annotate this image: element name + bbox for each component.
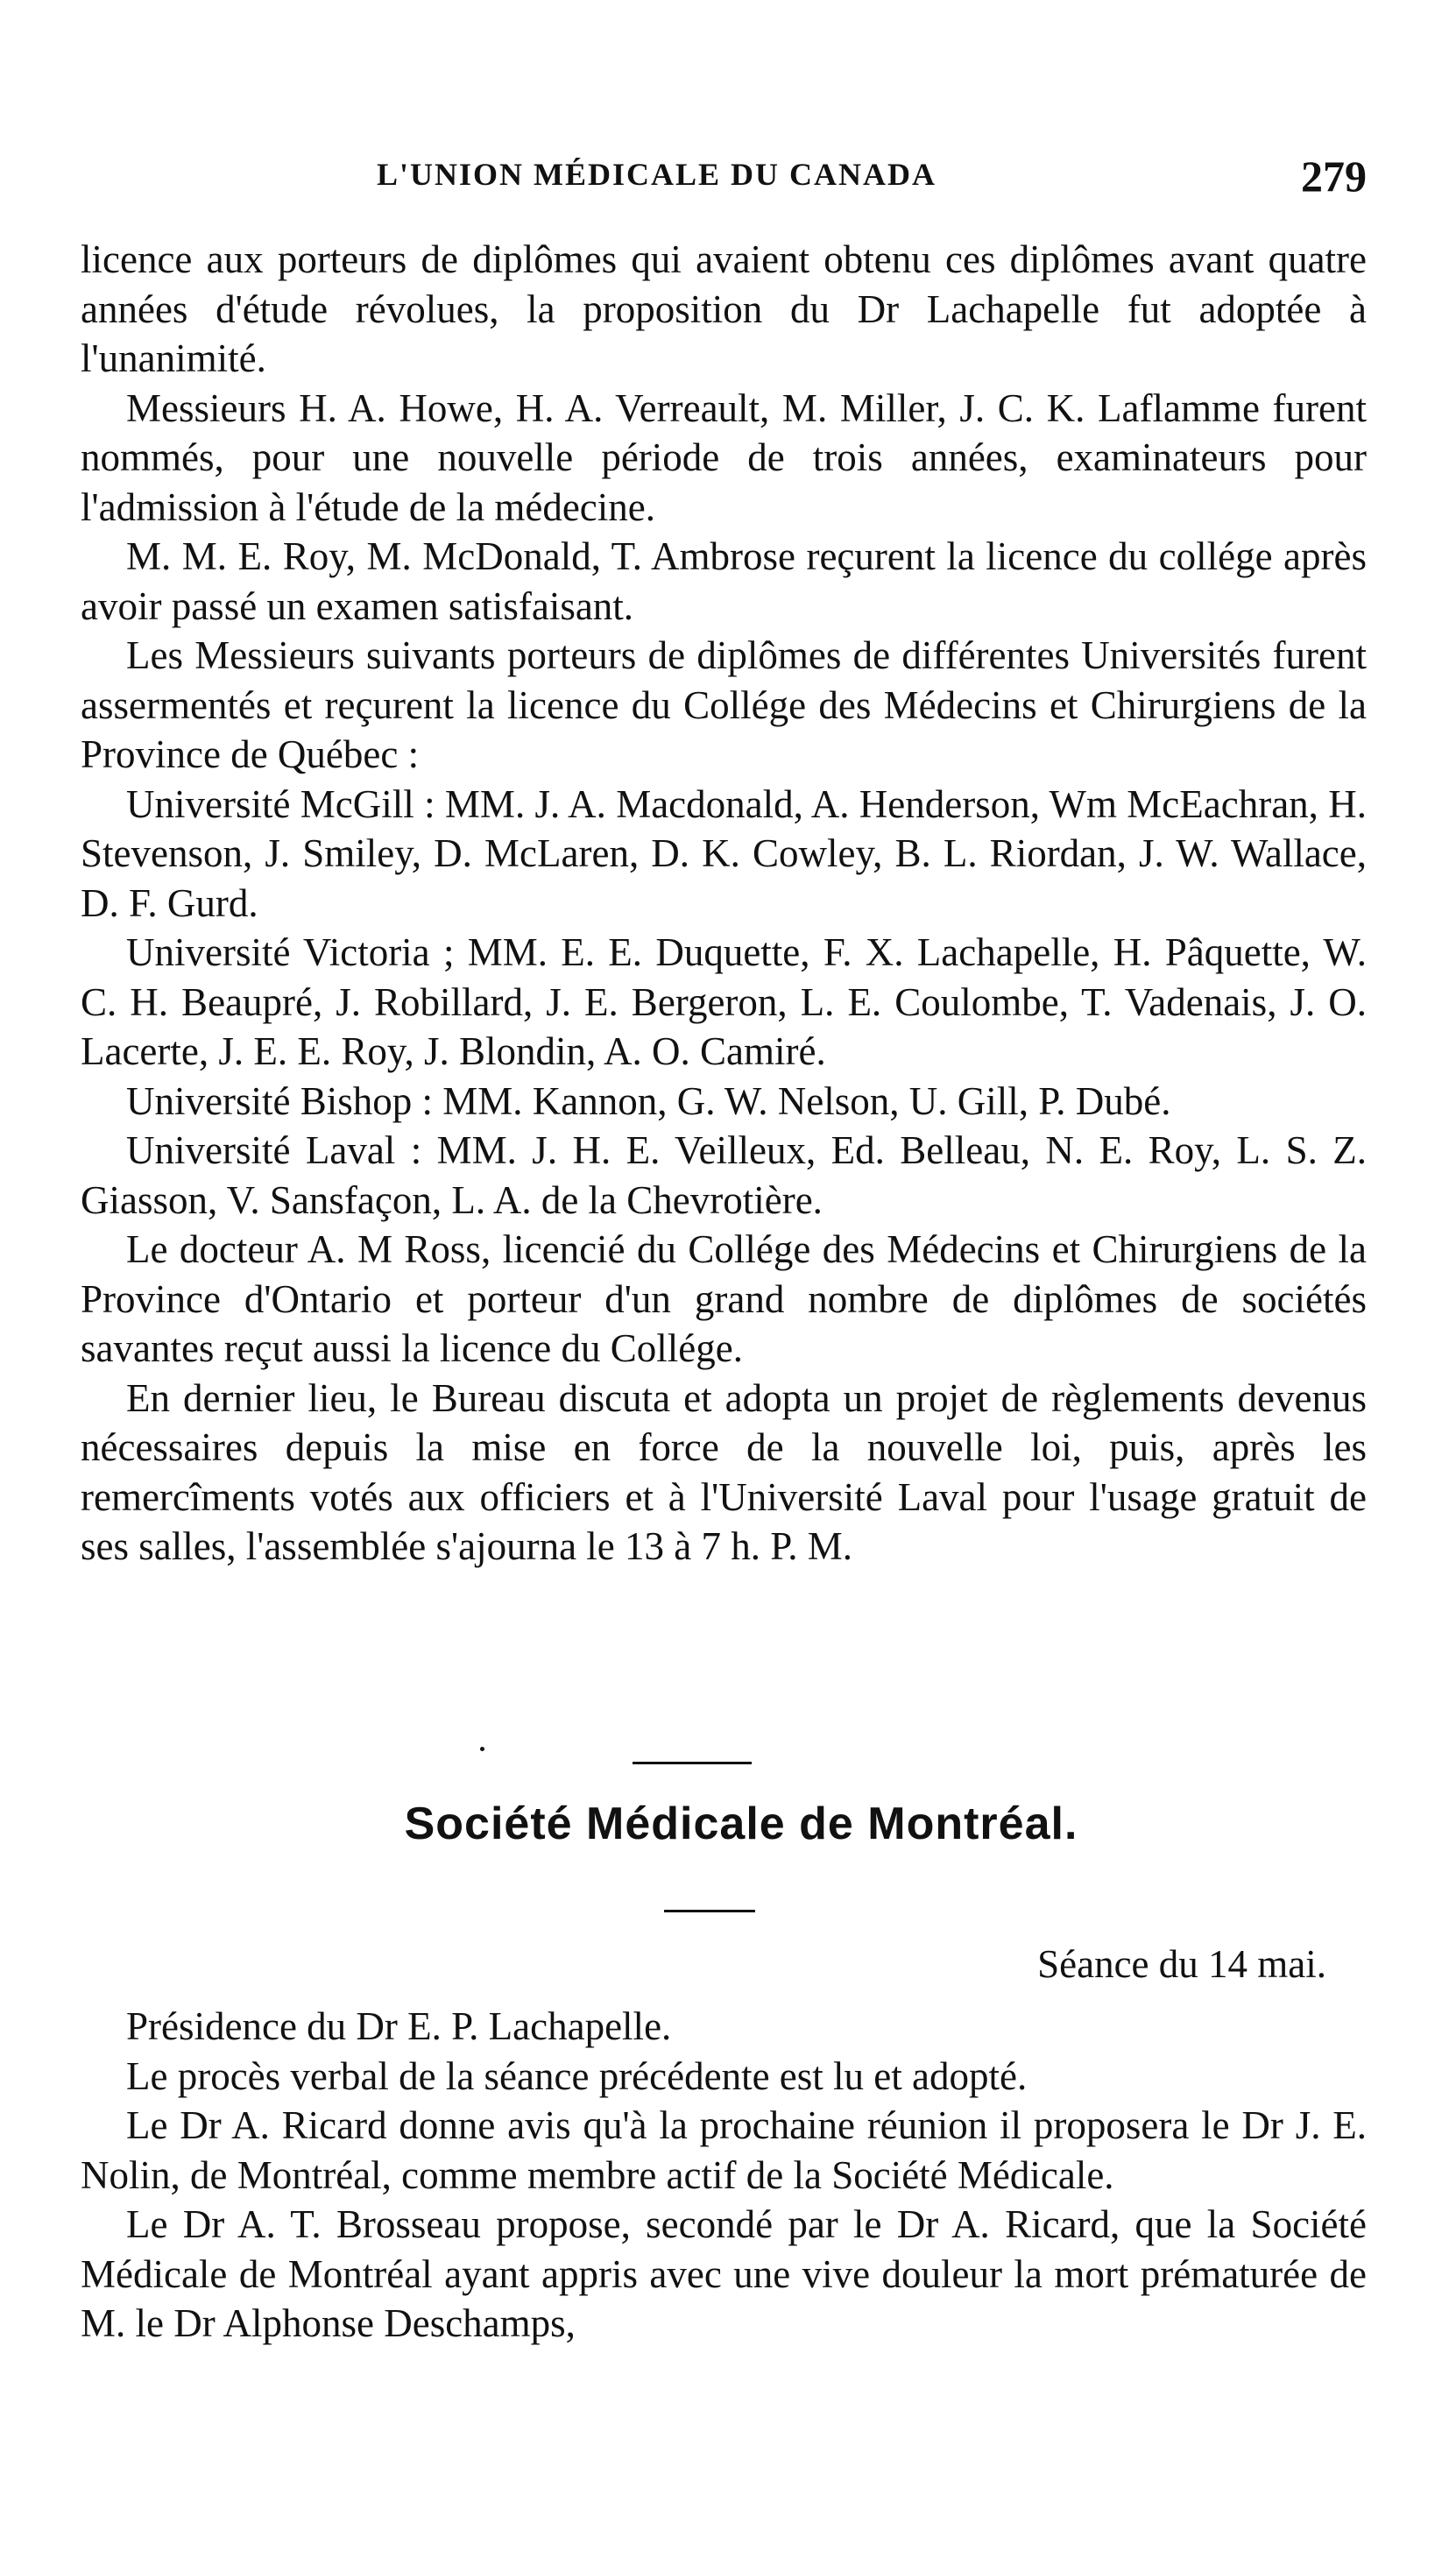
paragraph: Présidence du Dr E. P. Lachapelle. (126, 2004, 672, 2048)
paragraph: Messieurs H. A. Howe, H. A. Verreault, M. Miller, J. C. K. Laflamme furent nommés, pour une nouvelle période de trois années, examinateurs pour l'admission à l'étude de la médecine. (81, 385, 1367, 529)
section-divider-bottom (664, 1910, 755, 1912)
stray-dot (480, 1747, 484, 1751)
paragraph: Université McGill : MM. J. A. Macdonald, A. Henderson, Wm McEachran, H. Stevenson, J. Smiley, D. McLaren, D. K. Cowley, B. L. Riordan, J. W. Wallace, D. F. Gurd. (81, 781, 1367, 925)
page-number: 279 (1301, 152, 1367, 201)
upper-text-block (81, 235, 1367, 1572)
paragraph: Le Dr A. Ricard donne avis qu'à la prochaine réunion il proposera le Dr J. E. Nolin, de Montréal, comme membre actif de la Société Médicale. (81, 2103, 1367, 2197)
paragraph: Le procès verbal de la séance précédente est lu et adopté. (126, 2053, 1028, 2098)
running-title: L'UNION MÉDICALE DU CANADA (377, 157, 937, 192)
session-date: Séance du 14 mai. (1037, 1942, 1326, 1986)
paragraph: licence aux porteurs de diplômes qui avaient obtenu ces diplômes avant quatre années d'étude révolues, la proposition du Dr Lachapelle fut adoptée à l'unanimité. (81, 237, 1367, 380)
paragraph: Université Bishop : MM. Kannon, G. W. Nelson, U. Gill, P. Dubé. (126, 1078, 1171, 1123)
paragraph: Le docteur A. M Ross, licencié du Collége des Médecins et Chirurgiens de la Province d'Ontario et porteur d'un grand nombre de diplômes de sociétés savantes reçut aussi la licence du Collége. (81, 1227, 1367, 1370)
upper-body (81, 235, 1367, 1572)
paragraph: Université Laval : MM. J. H. E. Veilleux, Ed. Belleau, N. E. Roy, L. S. Z. Giasson, V. Sansfaçon, L. A. de la Chevrotière. (81, 1128, 1367, 1222)
section-divider-top (633, 1762, 752, 1764)
paragraph: Le Dr A. T. Brosseau propose, secondé par le Dr A. Ricard, que la Société Médicale de Montréal ayant appris avec une vive douleur la mort prématurée de M. le Dr Alphonse Deschamps, (81, 2202, 1367, 2345)
section-title: Société Médicale de Montréal. (404, 1798, 1078, 1849)
lower-body (81, 2002, 1367, 2349)
paragraph: Université Victoria ; MM. E. E. Duquette, F. X. Lachapelle, H. Pâquette, W. C. H. Beaupré, J. Robillard, J. E. Bergeron, L. E. Coulombe, T. Vadenais, J. O. Lacerte, J. E. E. Roy, J. Blondin, A. O. Camiré. (81, 930, 1367, 1073)
paragraph: M. M. E. Roy, M. McDonald, T. Ambrose reçurent la licence du collége après avoir passé un examen satisfaisant. (81, 534, 1367, 628)
lower-text-block (81, 2002, 1367, 2349)
paragraph: Les Messieurs suivants porteurs de diplômes de différentes Universités furent assermentés et reçurent la licence du Collége des Médecins et Chirurgiens de la Province de Québec : (81, 633, 1367, 776)
paragraph: En dernier lieu, le Bureau discuta et adopta un projet de règlements devenus nécessaires depuis la mise en force de la nouvelle loi, puis, après les remercîments votés aux officiers et à l'Université Laval pour l'usage gratuit de ses salles, l'assemblée s'ajourna le 13 à 7 h. P. M. (81, 1375, 1367, 1568)
running-header (79, 152, 1367, 208)
